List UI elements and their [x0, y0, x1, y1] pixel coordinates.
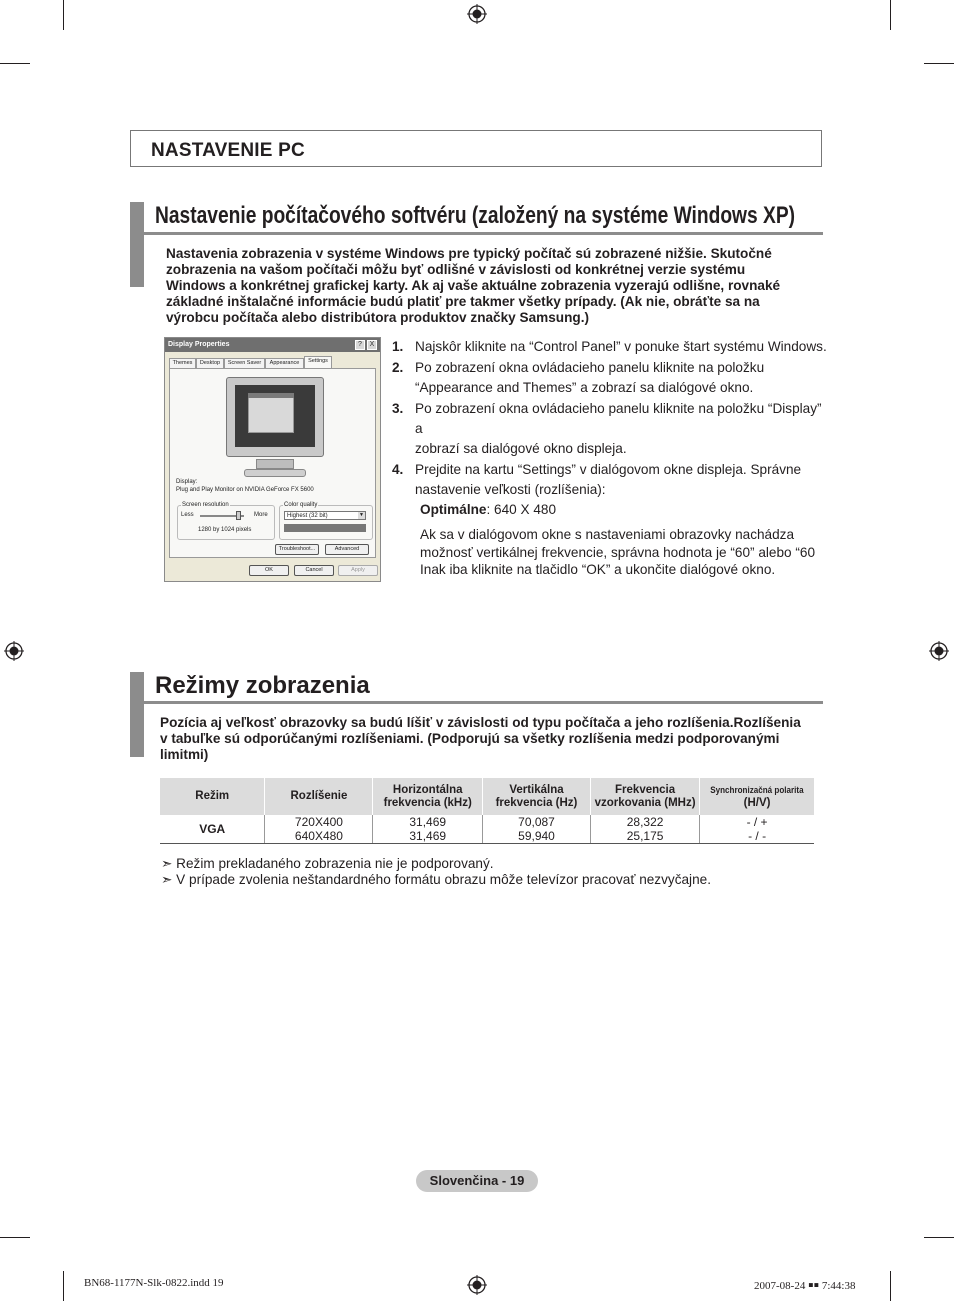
display-modes-table: [160, 778, 814, 844]
display-label: Display:: [176, 479, 198, 485]
page-number-badge: Slovenčina - 19: [416, 1170, 538, 1192]
color-quality-label: Color quality: [284, 502, 318, 508]
section-bar: [130, 202, 144, 287]
note-line: Ak sa v dialógovom okne s nastaveniami obrazovky nachádza: [420, 527, 795, 542]
step-text: Prejdite na kartu “Settings” v dialógovom okne displeja. Správne: [415, 462, 802, 477]
tab-appearance[interactable]: Appearance: [265, 358, 304, 368]
section-intro: [166, 246, 826, 326]
intro-line: limitmi): [160, 747, 209, 762]
crop-mark: [924, 1237, 954, 1238]
settings-note: [392, 526, 832, 579]
intro-line: Nastavenia zobrazenia v systéme Windows pre typický počítač sú zobrazené nižšie. Skutočné: [166, 246, 772, 261]
advanced-button[interactable]: Advanced: [325, 544, 369, 555]
cell-sampling-frequency: 28,322 25,175: [591, 815, 700, 844]
registration-mark-icon: [467, 4, 487, 24]
file-info: BN68-1177N-Slk-0822.indd 19: [84, 1277, 224, 1289]
header-resolution: Rozlíšenie: [265, 778, 373, 815]
note-item: ➣ Režim prekladaného zobrazenia nie je podporovaný.: [161, 856, 494, 871]
print-timestamp: 2007-08-24 ￭￭ 7:44:38: [754, 1280, 856, 1292]
tab-desktop[interactable]: Desktop: [196, 358, 224, 368]
table-row: [160, 815, 814, 844]
cancel-button[interactable]: Cancel: [294, 565, 334, 576]
dialog-titlebar: [165, 338, 380, 352]
resolution-value: 1280 by 1024 pixels: [198, 527, 252, 533]
crop-mark: [890, 0, 891, 30]
header-sync-polarity: Synchronizačná polarita (H/V): [700, 778, 814, 815]
chapter-title: NASTAVENIE PC: [151, 140, 305, 161]
section-rule: [144, 232, 823, 235]
cell-vertical-frequency: 70,087 59,940: [482, 815, 590, 844]
header-vertical-frequency: Vertikálna frekvencia (Hz): [482, 778, 590, 815]
crop-mark: [0, 63, 30, 64]
color-quality-group: [279, 502, 373, 540]
step-text: Najskôr kliknite na “Control Panel” v ponuke štart systému Windows.: [415, 339, 827, 354]
tab-settings[interactable]: Settings: [304, 356, 332, 369]
note-line: Inak iba kliknite na tlačidlo “OK” a ukončite dialógové okno.: [420, 562, 776, 577]
section-bar: [130, 672, 144, 757]
display-value: Plug and Play Monitor on NVIDIA GeForce FX 5600: [176, 487, 314, 493]
registration-mark-icon: [929, 641, 949, 661]
ok-button[interactable]: OK: [249, 565, 289, 576]
cell-sync-polarity: - / + - / -: [700, 815, 814, 844]
step-text: “Appearance and Themes” a zobrazí sa dialógové okno.: [415, 380, 754, 395]
intro-line: Windows a konkrétnej grafickej karty. Ak aj vaše aktuálne zobrazenia vyzerajú odlišne, rovnaké: [166, 278, 781, 293]
crop-mark: [0, 1237, 30, 1238]
color-quality-value: Highest (32 bit): [287, 513, 328, 519]
step-item: [392, 399, 832, 459]
tab-screen-saver[interactable]: Screen Saver: [224, 358, 265, 368]
chevron-down-icon: ▼: [359, 512, 364, 518]
step-number: 1.: [392, 339, 404, 354]
crop-mark: [890, 1271, 891, 1301]
notes-list: [161, 856, 711, 888]
crop-mark: [63, 1271, 64, 1301]
color-quality-select[interactable]: [284, 511, 366, 520]
help-button[interactable]: ?: [355, 340, 365, 350]
section-rule: [144, 701, 823, 704]
step-number: 3.: [392, 401, 404, 416]
optimal-setting: [392, 500, 832, 520]
step-text: zobrazí sa dialógové okno displeja.: [415, 441, 627, 456]
intro-line: zobrazenia na vašom počítači môžu byť odlišné v závislosti od konkrétnej verzie systému: [166, 262, 746, 277]
tab-themes[interactable]: Themes: [169, 358, 196, 368]
less-label: Less: [181, 512, 194, 518]
cell-mode: VGA: [160, 815, 265, 844]
header-mode: Režim: [160, 778, 265, 815]
slider-thumb[interactable]: [236, 511, 241, 520]
intro-line: v tabuľke sú odporúčanými rozlíšeniami. (Podporujú sa všetky rozlíšenia medzi podporovanými: [160, 731, 780, 746]
crop-mark: [924, 63, 954, 64]
chapter-header: [130, 130, 822, 167]
monitor-icon: [226, 377, 324, 481]
note-item: ➣ V prípade zvolenia neštandardného formátu obrazu môže televízor pracovať nezvyčajne.: [161, 872, 711, 887]
table-header-row: [160, 778, 814, 815]
close-button[interactable]: X: [367, 340, 377, 350]
intro-line: základné inštalačné informácie budú platiť pre takmer všetky prípady. (Ak nie, obráťte sa na: [166, 294, 760, 309]
step-text: nastavenie veľkosti (rozlíšenia):: [415, 482, 606, 497]
steps-list: [392, 337, 832, 579]
display-properties-dialog: [164, 337, 381, 582]
troubleshoot-button[interactable]: Troubleshoot...: [275, 544, 319, 555]
step-number: 2.: [392, 360, 404, 375]
dialog-title: Display Properties: [168, 341, 230, 348]
header-sampling-frequency: Frekvencia vzorkovania (MHz): [591, 778, 700, 815]
registration-mark-icon: [467, 1275, 487, 1295]
step-text: Po zobrazení okna ovládacieho panelu kliknite na položku “Display” a: [415, 401, 822, 436]
note-line: možnosť vertikálnej frekvencie, správna hodnota je “60” alebo “60: [420, 544, 816, 560]
section-title: Nastavenie počítačového softvéru (založený na systéme Windows XP): [155, 202, 796, 229]
crop-mark: [63, 0, 64, 30]
step-item: [392, 358, 832, 398]
section-title: Režimy zobrazenia: [155, 672, 370, 699]
resolution-group: [177, 502, 275, 540]
step-item: [392, 337, 832, 357]
apply-button[interactable]: Apply: [338, 565, 378, 576]
optimal-value: : 640 X 480: [486, 502, 557, 517]
settings-panel: [169, 368, 376, 558]
intro-line: Pozícia aj veľkosť obrazovky sa budú líšiť v závislosti od typu počítača a jeho rozlíšenia.Rozlíšenia: [160, 715, 801, 730]
step-text: Po zobrazení okna ovládacieho panelu kliknite na položku: [415, 360, 765, 375]
registration-mark-icon: [4, 641, 24, 661]
resolution-group-label: Screen resolution: [182, 502, 229, 508]
header-horizontal-frequency: Horizontálna frekvencia (kHz): [373, 778, 483, 815]
cell-resolution: 720X400 640X480: [265, 815, 373, 844]
optimal-label: Optimálne: [420, 502, 487, 517]
section-intro: [160, 715, 825, 763]
color-bar: [284, 524, 366, 532]
step-item: [392, 460, 832, 500]
more-label: More: [254, 512, 268, 518]
step-number: 4.: [392, 462, 404, 477]
cell-horizontal-frequency: 31,469 31,469: [373, 815, 483, 844]
intro-line: výrobcu počítača alebo distribútora produktov značky Samsung.): [166, 310, 590, 325]
